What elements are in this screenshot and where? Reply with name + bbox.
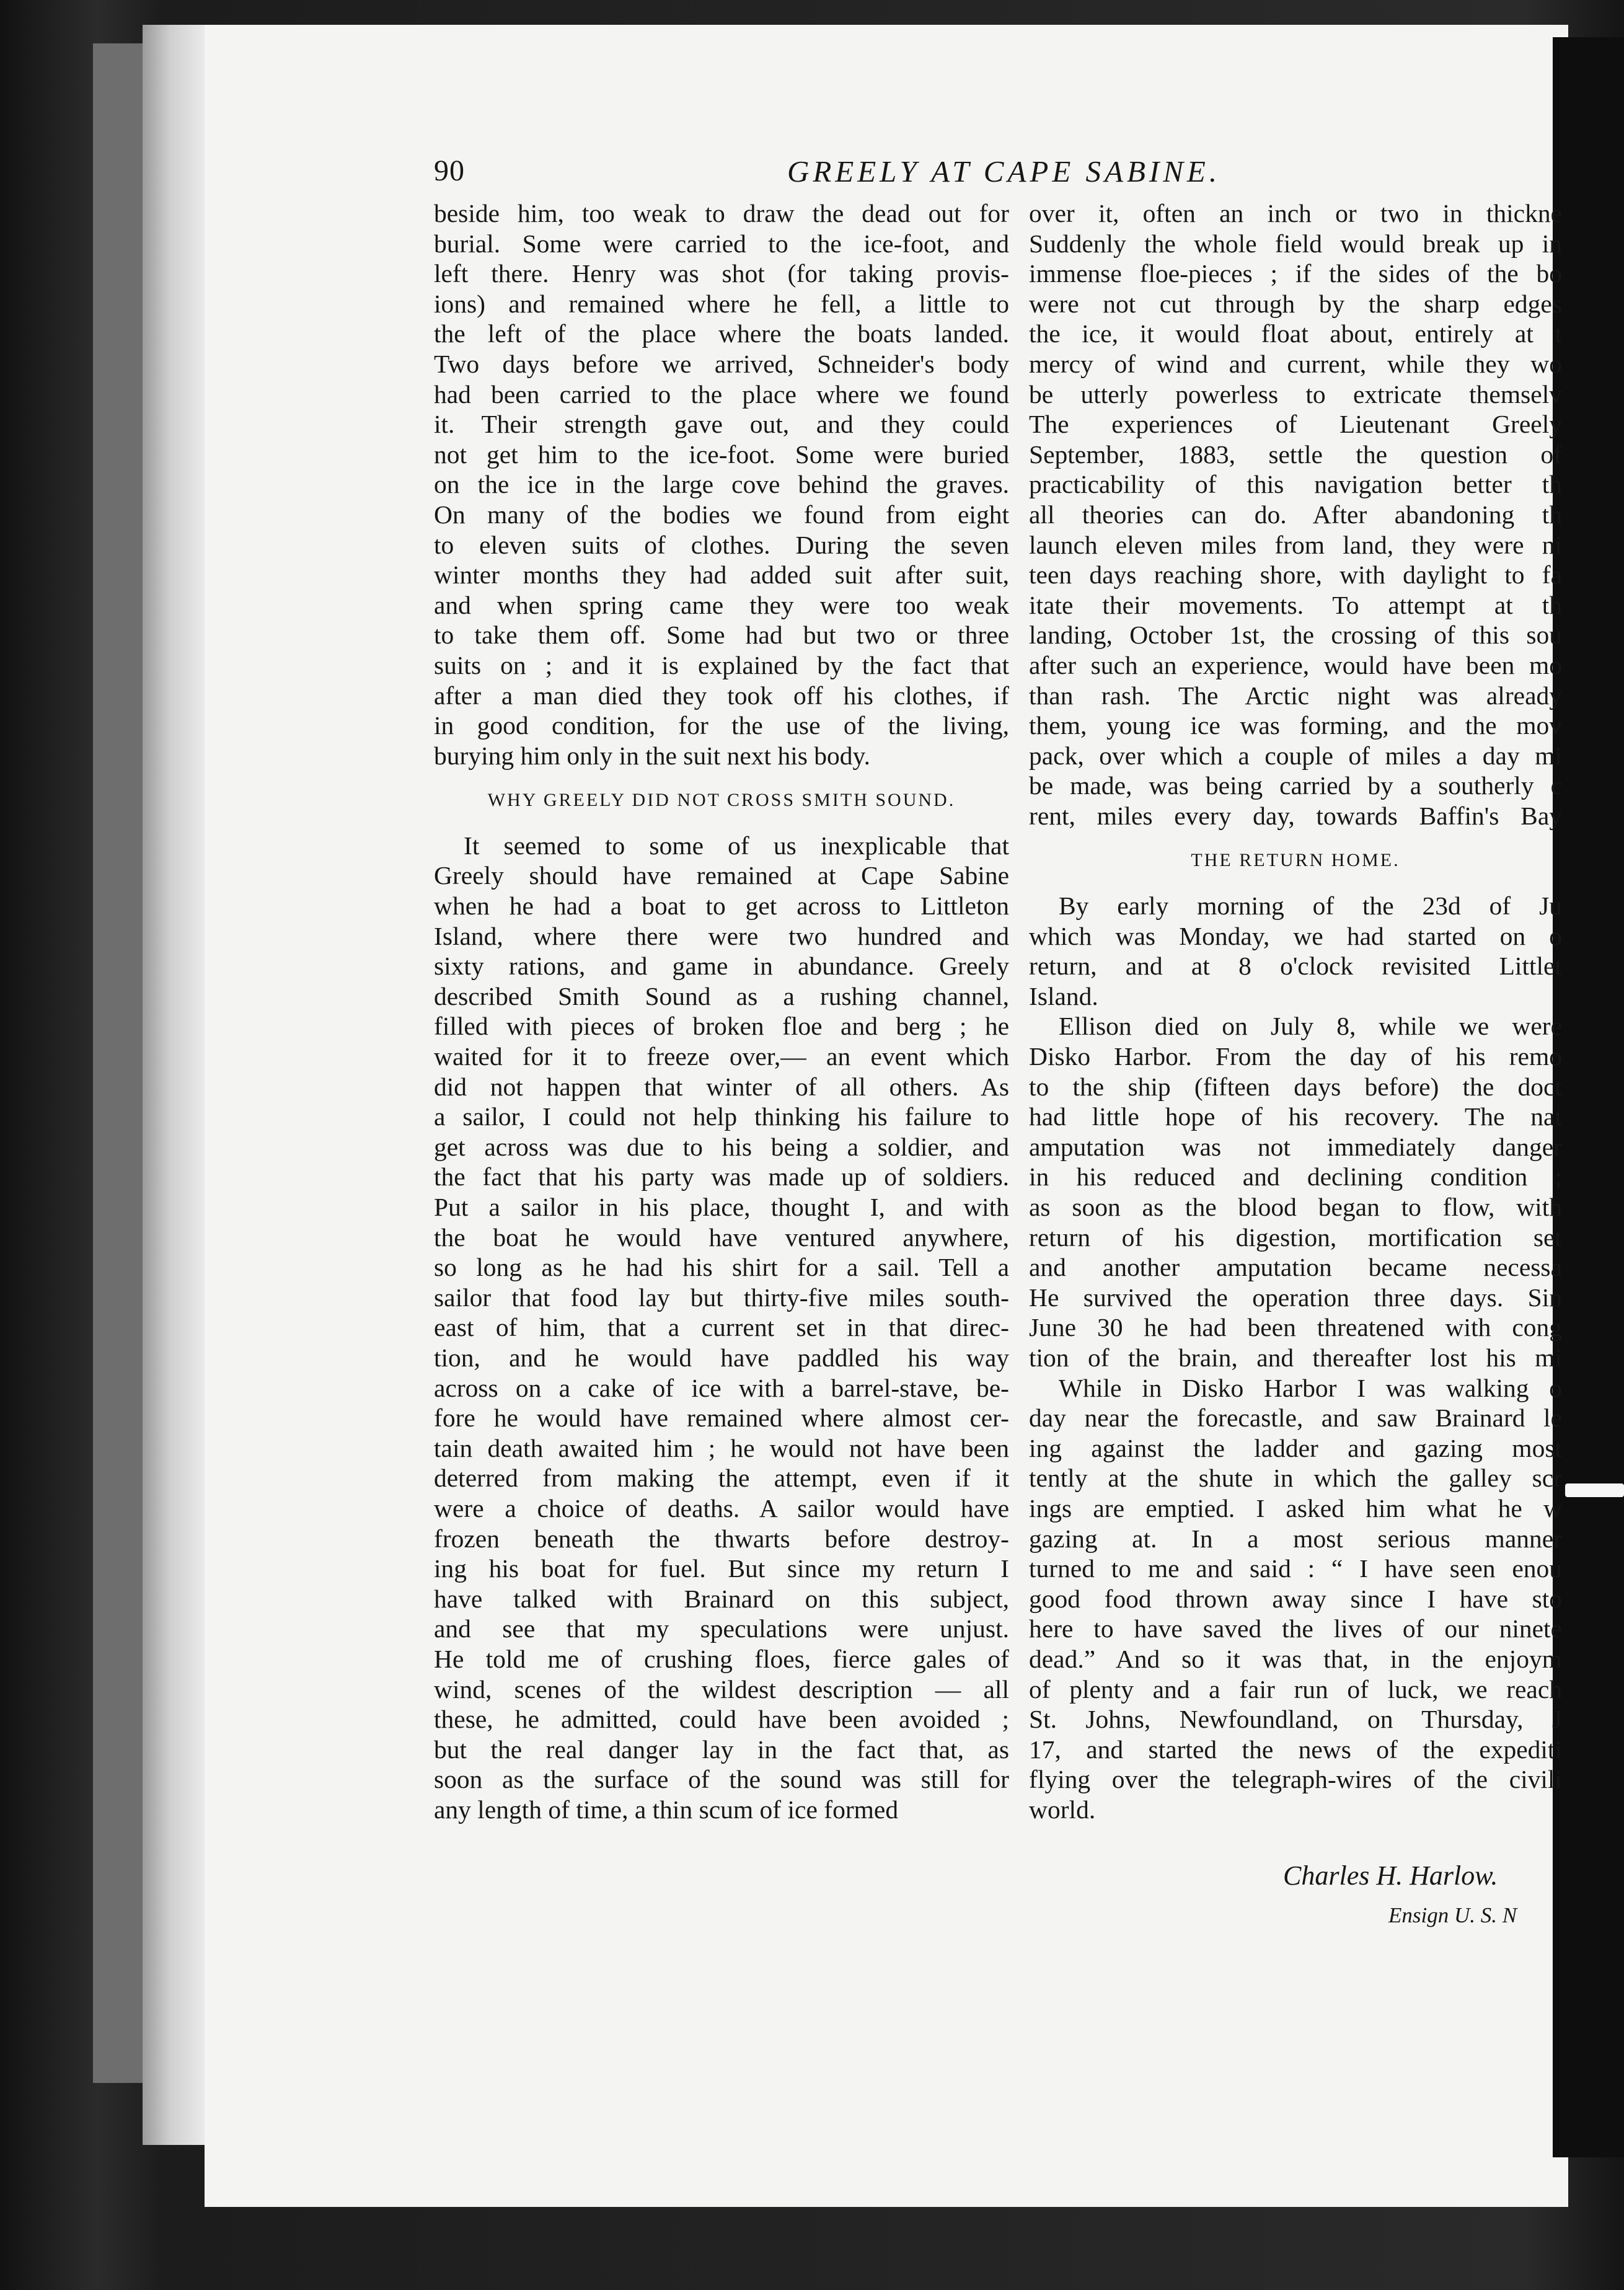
author-signature: Charles H. Harlow. [1283, 1860, 1498, 1891]
text-line: not get him to the ice-foot. Some were buried [434, 440, 1009, 469]
text-line: launch eleven miles from land, they were ni [1029, 530, 1562, 559]
text-line: in good condition, for the use of the living, [434, 711, 1009, 740]
text-line: but the real danger lay in the fact that, as [434, 1735, 1009, 1764]
text-line: practicability of this navigation better th [1029, 470, 1562, 499]
text-line: waited for it to freeze over,— an event which [434, 1042, 1009, 1071]
text-line: the boat he would have ventured anywhere, [434, 1222, 1009, 1252]
text-line: He survived the operation three days. Sin [1029, 1283, 1562, 1312]
text-line: The experiences of Lieutenant Greely [1029, 410, 1562, 439]
text-line: across on a cake of ice with a barrel-stave, be- [434, 1373, 1009, 1402]
text-line: return, and at 8 o'clock revisited Littlet [1029, 952, 1562, 981]
text-line: the ice, it would float about, entirely at t [1029, 319, 1562, 348]
text-line: over it, often an inch or two in thickne [1029, 199, 1562, 228]
author-title: Ensign U. S. N [1388, 1903, 1517, 1927]
text-line: burial. Some were carried to the ice-foot, and [434, 229, 1009, 258]
text-line: ions) and remained where he fell, a little to [434, 289, 1009, 318]
paragraph [434, 198, 1009, 771]
text-line: teen days reaching shore, with daylight to fa [1029, 560, 1562, 590]
text-line: be utterly powerless to extricate themselv [1029, 379, 1562, 409]
text-line: deterred from making the attempt, even if it [434, 1464, 1009, 1493]
text-line: landing, October 1st, the crossing of this sou [1029, 621, 1562, 650]
text-line: here to have saved the lives of our ninete [1029, 1614, 1562, 1643]
text-line: so long as he had his shirt for a sail. Tell a [434, 1253, 1009, 1282]
text-line: ing against the ladder and gazing most [1029, 1433, 1562, 1462]
text-line: were not cut through by the sharp edges [1029, 289, 1562, 318]
text-line: mercy of wind and current, while they wo [1029, 349, 1562, 378]
page-header [434, 154, 1550, 197]
text-line: it. Their strength gave out, and they could [434, 410, 1009, 439]
text-line: 17, and started the news of the expediti [1029, 1735, 1562, 1764]
text-line: all theories can do. After abandoning th [1029, 500, 1562, 529]
text-line: Greely should have remained at Cape Sabine [434, 861, 1009, 890]
text-line: tion of the brain, and thereafter lost his mi [1029, 1343, 1562, 1372]
text-line: as soon as the blood began to flow, with [1029, 1193, 1562, 1221]
text-line: immense floe-pieces ; if the sides of the bo [1029, 259, 1562, 288]
running-title: GREELY AT CAPE SABINE. [787, 154, 1221, 188]
text-line: soon as the surface of the sound was still for [434, 1765, 1009, 1794]
text-line: winter months they had added suit after suit, [434, 560, 1009, 590]
text-line: burying him only in the suit next his body. [434, 741, 870, 770]
text-line: have talked with Brainard on this subject, [434, 1584, 1009, 1613]
text-line: of plenty and a fair run of luck, we reach [1029, 1674, 1562, 1704]
text-line: Ellison died on July 8, while we were [1059, 1012, 1562, 1041]
text-line: ings are emptied. I asked him what he w [1029, 1493, 1562, 1523]
text-line: and when spring came they were too weak [434, 590, 1009, 619]
text-line: in his reduced and declining condition ; [1029, 1162, 1562, 1191]
paragraph [1029, 198, 1562, 831]
text-line: when he had a boat to get across to Littleton [434, 891, 1009, 921]
text-line: tion, and he would have paddled his way [434, 1343, 1009, 1372]
text-line: He told me of crushing floes, fierce gales of [434, 1644, 1009, 1673]
paragraph [434, 831, 1009, 1825]
text-line: tain death awaited him ; he would not have been [434, 1433, 1009, 1462]
text-line: By early morning of the 23d of Ju [1059, 891, 1562, 921]
text-line: fore he would have remained where almost cer- [434, 1404, 1009, 1433]
left-column [434, 198, 1009, 1885]
text-line: wind, scenes of the wildest description — all [434, 1674, 1009, 1704]
text-line: suits on ; and it is explained by the fact that [434, 650, 1009, 679]
text-line: be made, was being carried by a southerly c [1029, 771, 1562, 800]
text-line: on the ice in the large cove behind the graves. [434, 470, 1009, 499]
page-edge [143, 25, 211, 2145]
text-line: any length of time, a thin scum of ice formed [434, 1795, 899, 1824]
text-line: after a man died they took off his clothes, if [434, 681, 1009, 710]
text-line: September, 1883, settle the question of [1029, 440, 1562, 469]
text-line: amputation was not immediately danger [1029, 1132, 1562, 1161]
paragraph [1029, 1011, 1562, 1373]
text-line: flying over the telegraph-wires of the civili [1029, 1765, 1562, 1794]
text-line: June 30 he had been threatened with cong [1029, 1313, 1562, 1342]
section-heading: WHY GREELY DID NOT CROSS SMITH SOUND. [487, 790, 956, 811]
text-line: It seemed to some of us inexplicable that [464, 831, 1009, 860]
text-line: to take them off. Some had but two or three [434, 621, 1009, 650]
paragraph [1029, 1373, 1562, 1825]
text-line: these, he admitted, could have been avoided ; [434, 1705, 1009, 1734]
book-gutter [1553, 37, 1624, 2157]
paragraph [1029, 891, 1562, 1011]
text-line: Island. [1029, 981, 1098, 1010]
text-line: itate their movements. To attempt at th [1029, 590, 1562, 619]
text-line: the left of the place where the boats landed. [434, 319, 1009, 348]
text-line: than rash. The Arctic night was already [1029, 681, 1562, 710]
text-line: tently at the shute in which the galley scr [1029, 1464, 1562, 1493]
text-line: were a choice of deaths. A sailor would have [434, 1493, 1009, 1523]
text-line: gazing at. In a most serious manner [1029, 1524, 1562, 1553]
text-line: rent, miles every day, towards Baffin's Bay [1029, 801, 1562, 830]
text-line: to the ship (fifteen days before) the doct [1029, 1072, 1562, 1101]
text-line: beside him, too weak to draw the dead out for [434, 199, 1009, 228]
text-line: left there. Henry was shot (for taking provis- [434, 259, 1009, 288]
text-line: ing his boat for fuel. But since my return I [434, 1554, 1009, 1583]
text-line: While in Disko Harbor I was walking o [1059, 1373, 1562, 1402]
text-line: had been carried to the place where we found [434, 379, 1009, 409]
text-line: On many of the bodies we found from eight [434, 500, 1009, 529]
text-line: turned to me and said : “ I have seen enou [1029, 1554, 1562, 1583]
text-line: pack, over which a couple of miles a day mi [1029, 741, 1562, 770]
text-line: after such an experience, would have been mo [1029, 650, 1562, 679]
text-line: Island, where there were two hundred and [434, 921, 1009, 950]
text-line: a sailor, I could not help thinking his failure to [434, 1102, 1009, 1131]
text-line: had little hope of his recovery. The nat [1029, 1102, 1562, 1131]
right-column [1029, 198, 1562, 1885]
text-line: them, young ice was forming, and the mov [1029, 711, 1562, 740]
section-heading: THE RETURN HOME. [1191, 850, 1400, 871]
text-line: did not happen that winter of all others. As [434, 1072, 1009, 1101]
bookmark-tab [1565, 1483, 1624, 1497]
text-line: day near the forecastle, and saw Brainard le [1029, 1404, 1562, 1433]
text-line: frozen beneath the thwarts before destroy- [434, 1524, 1009, 1553]
text-line: dead.” And so it was that, in the enjoym [1029, 1644, 1562, 1673]
text-line: Suddenly the whole field would break up in [1029, 229, 1562, 258]
text-line: filled with pieces of broken floe and berg ; he [434, 1012, 1009, 1041]
text-line: to eleven suits of clothes. During the seven [434, 530, 1009, 559]
text-line: Two days before we arrived, Schneider's body [434, 349, 1009, 378]
text-line: and see that my speculations were unjust. [434, 1614, 1009, 1643]
text-line: sixty rations, and game in abundance. Greely [434, 952, 1009, 981]
text-line: Disko Harbor. From the day of his remo [1029, 1042, 1562, 1071]
text-line: world. [1029, 1795, 1096, 1824]
text-line: east of him, that a current set in that direc- [434, 1313, 1009, 1342]
text-line: good food thrown away since I have sto [1029, 1584, 1562, 1613]
text-line: and another amputation became necessa [1029, 1253, 1562, 1282]
text-line: sailor that food lay but thirty-five miles south- [434, 1283, 1009, 1312]
text-line: return of his digestion, mortification set [1029, 1222, 1562, 1252]
text-line: get across was due to his being a soldier, and [434, 1132, 1009, 1161]
text-line: Put a sailor in his place, thought I, and with [434, 1193, 1009, 1221]
page-number: 90 [434, 154, 465, 187]
text-line: the fact that his party was made up of soldiers. [434, 1162, 1009, 1191]
text-line: described Smith Sound as a rushing channel, [434, 981, 1009, 1010]
text-line: St. Johns, Newfoundland, on Thursday, J [1029, 1705, 1562, 1734]
text-line: which was Monday, we had started on o [1029, 921, 1562, 950]
